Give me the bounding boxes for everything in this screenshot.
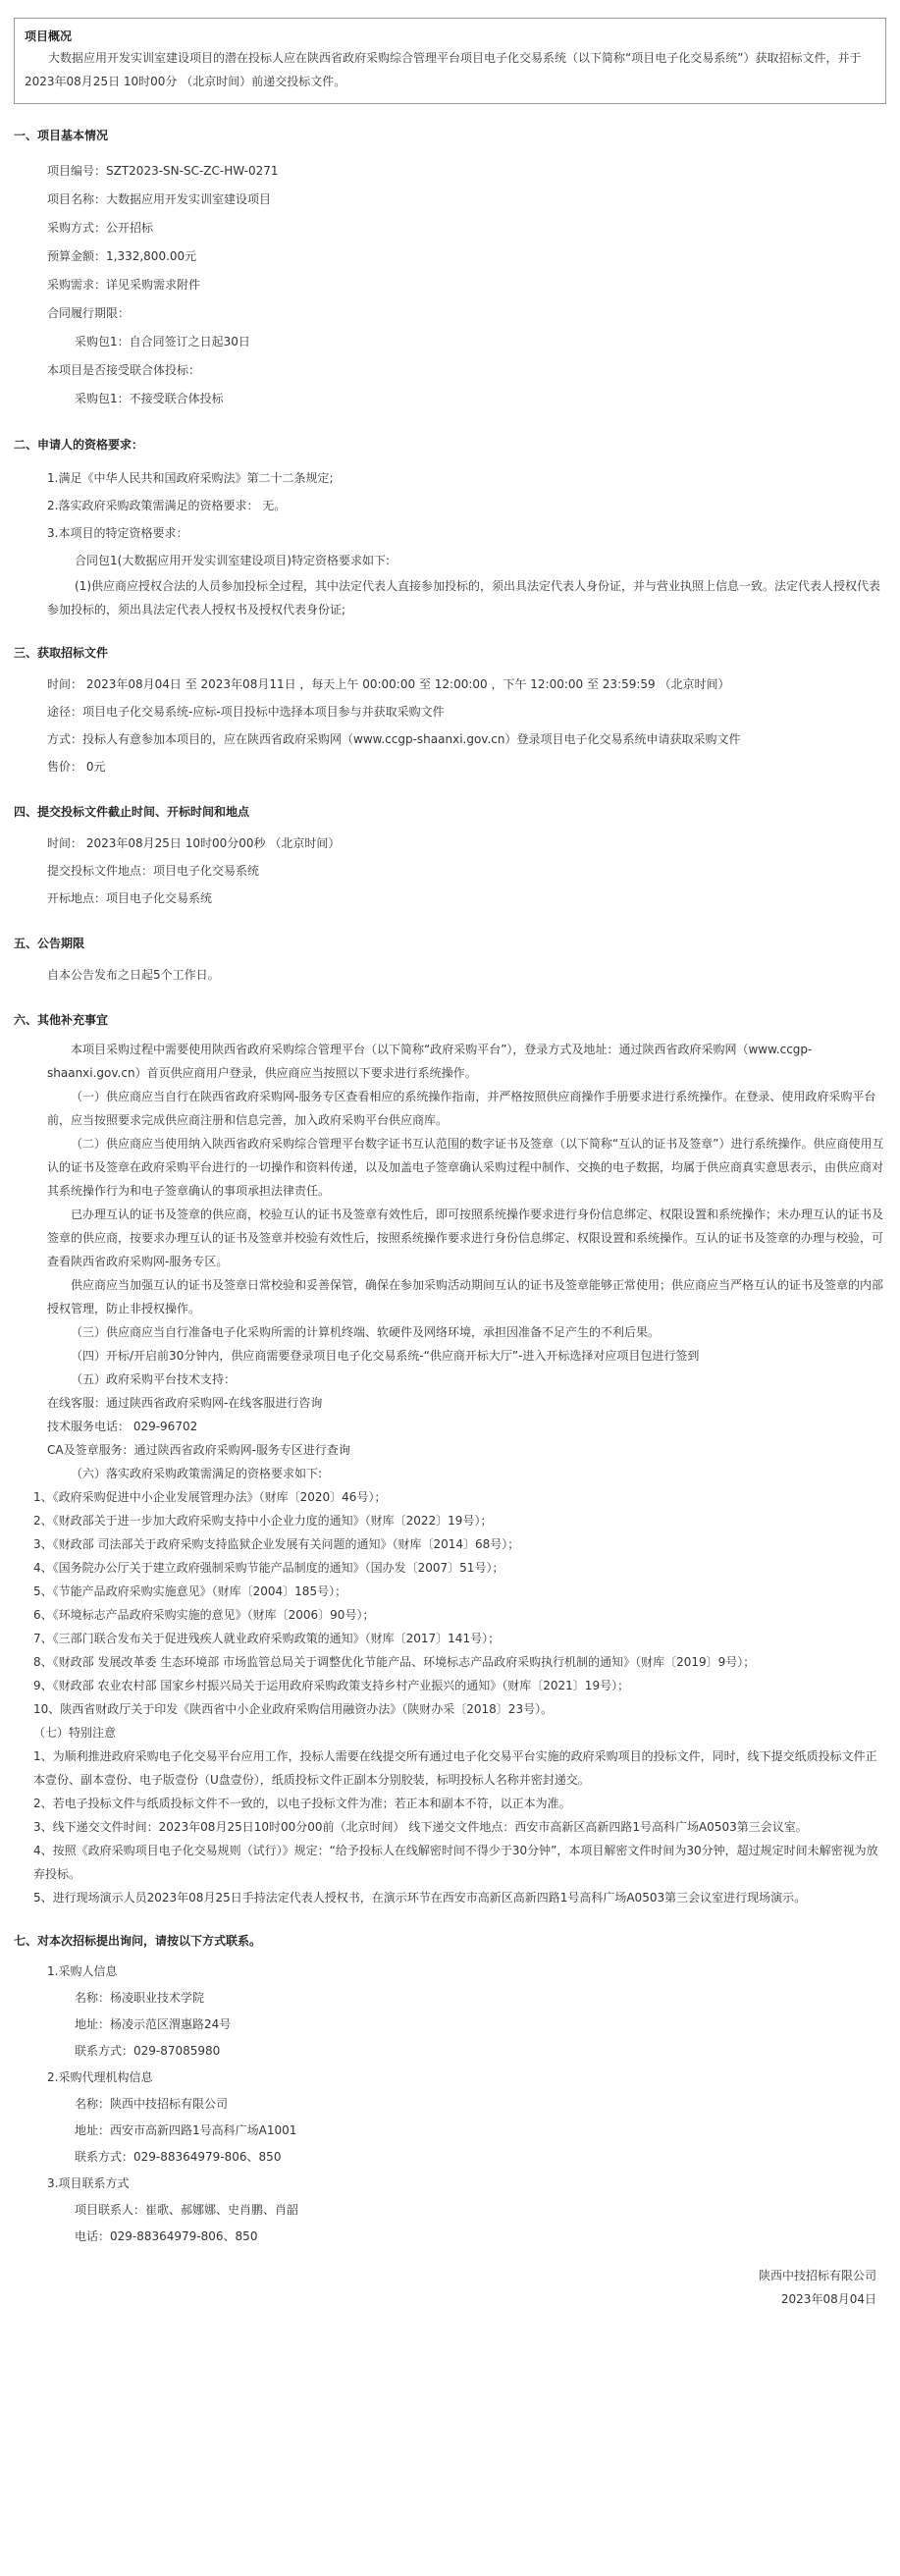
purchaser-address: 地址：杨凌示范区渭惠路24号 [75, 2017, 232, 2031]
special-note: 2、若电子投标文件与纸质投标文件不一致的，以电子投标文件为准；若正本和副本不符，以正本为准。 [33, 1797, 571, 1810]
package-requirement-detail: (1)供应商应授权合法的人员参加投标全过程，其中法定代表人直接参加投标的，须出具法定代表人身份证，并与营业执照上信息一致。法定代表人授权代表参加投标的，须出具法定代表人授权书及授权代表身份证; [47, 579, 881, 617]
announcement-page [0, 18, 900, 2576]
equipment-requirement: （三）供应商应当自行准备电子化采购所需的计算机终端、软硬件及网络环境，承担因准备不足产生的不利后果。 [71, 1325, 661, 1339]
procurement-demand: 采购需求：详见采购需求附件 [47, 278, 201, 292]
agency-label: 2.采购代理机构信息 [47, 2070, 153, 2084]
section-announcement-period [14, 934, 886, 989]
special-notes-label: （七）特别注意 [33, 1726, 117, 1740]
special-note: 4、按照《政府采购项目电子化交易规则（试行）》规定：“给予投标人在线解密时间不得少于30分钟”，本项目解密文件时间为30分钟，超过规定时间未解密视为放弃投标。 [33, 1844, 878, 1881]
section-heading: 七、对本次招标提出询问，请按以下方式联系。 [14, 1934, 262, 1948]
sign-in-requirement: （四）开标/开启前30分钟内，供应商需要登录项目电子化交易系统-“供应商开标大厅”-进入开标选择对应项目包进行签到 [71, 1349, 700, 1363]
procurement-method: 采购方式：公开招标 [47, 221, 154, 235]
agency-address: 地址：西安市高新四路1号高科广场A1001 [75, 2123, 297, 2137]
policy-item: 10、陕西省财政厅关于印发《陕西省中小企业政府采购信用融资办法》（陕财办采〔2018〕23号）。 [33, 1702, 554, 1716]
announcement-period: 自本公告发布之日起5个工作日。 [47, 968, 220, 982]
tech-phone: 技术服务电话： 029-96702 [47, 1420, 198, 1433]
section-obtain-documents [14, 643, 886, 780]
consortium-label: 本项目是否接受联合体投标： [47, 363, 201, 377]
open-place: 开标地点：项目电子化交易系统 [47, 891, 213, 905]
project-name: 项目名称：大数据应用开发实训室建设项目 [47, 192, 272, 206]
budget-amount: 预算金额：1,332,800.00元 [47, 249, 197, 263]
section-qualifications [14, 435, 886, 621]
section-heading: 六、其他补充事宜 [14, 1013, 109, 1027]
signoff-company: 陕西中技招标有限公司 [758, 2269, 876, 2282]
policy-item: 5、《节能产品政府采购实施意见》（财库〔2004〕185号）； [33, 1584, 347, 1598]
contact-phone: 电话：029-88364979-806、850 [75, 2229, 258, 2243]
section-heading: 四、提交投标文件截止时间、开标时间和地点 [14, 805, 250, 819]
qualification-item: 1.满足《中华人民共和国政府采购法》第二十二条规定; [47, 471, 334, 485]
section-other-matters [14, 1010, 886, 1909]
submit-place: 提交投标文件地点：项目电子化交易系统 [47, 864, 260, 878]
policy-item: 4、《国务院办公厅关于建立政府强制采购节能产品制度的通知》（国办发〔2007〕51号）； [33, 1561, 504, 1575]
special-note: 3、线下递交文件时间：2023年08月25日10时00分00前（北京时间） 线下递交文件地点：西安市高新区高新四路1号高科广场A0503第三会议室。 [33, 1820, 808, 1834]
document-price: 售价： 0元 [47, 760, 106, 774]
obtain-time: 时间： 2023年08月04日 至 2023年08月11日 ，每天上午 00:00:00 至 12:00:00 ，下午 12:00:00 至 23:59:59 （北京时间） [47, 677, 730, 691]
section-heading: 三、获取招标文件 [14, 646, 109, 660]
section-heading: 一、项目基本情况 [14, 129, 109, 142]
policy-item: 3、《财政部 司法部关于政府采购支持监狱企业发展有关问题的通知》（财库〔2014〕68号）； [33, 1537, 520, 1551]
certificate-requirement: （二）供应商应当使用纳入陕西省政府采购综合管理平台数字证书互认范围的数字证书及签章（以下简称“互认的证书及签章”）进行系统操作。供应商使用互认的证书及签章在政府采购平台进行的一切操作和资料传递，以及加盖电子签章确认采购过程中制作、交换的电子数据，均属于供应商真实意思表示，由供应商对其系统操作行为和电子签章确认的事项承担法律责任。 [47, 1137, 884, 1198]
policy-item: 7、《三部门联合发布关于促进残疾人就业政府采购政策的通知》（财库〔2017〕141号）； [33, 1632, 501, 1645]
policy-item: 9、《财政部 农业农村部 国家乡村振兴局关于运用政府采购政策支持乡村产业振兴的通知》（财库〔2021〕19号）； [33, 1679, 630, 1692]
overview-title: 项目概况 [25, 29, 73, 43]
special-note: 5、进行现场演示人员2023年08月25日手持法定代表人授权书，在演示环节在西安市高新区高新四路1号高科广场A0503第三会议室进行现场演示。 [33, 1891, 807, 1905]
signoff-date: 2023年08月04日 [780, 2292, 876, 2306]
deadline-time: 时间： 2023年08月25日 10时00分00秒 （北京时间） [47, 836, 341, 850]
contract-period: 采购包1：自合同签订之日起30日 [75, 335, 250, 349]
purchaser-name: 名称：杨凌职业技术学院 [75, 1991, 205, 2005]
obtain-method: 方式：投标人有意参加本项目的，应在陕西省政府采购网（www.ccgp-shaanxi.gov.cn）登录项目电子化交易系统申请获取采购文件 [47, 732, 741, 746]
project-number: 项目编号：SZT2023-SN-SC-ZC-HW-0271 [47, 164, 279, 178]
qualification-item: 2.落实政府采购政策需满足的资格要求： 无。 [47, 499, 287, 512]
project-overview-box [14, 18, 886, 104]
purchaser-label: 1.采购人信息 [47, 1964, 118, 1978]
policy-item: 2、《财政部关于进一步加大政府采购支持中小企业力度的通知》（财库〔2022〕19号）； [33, 1514, 493, 1528]
consortium-value: 采购包1：不接受联合体投标 [75, 392, 224, 405]
policy-requirement-label: （六）落实政府采购政策需满足的资格要求如下: [71, 1467, 323, 1480]
package-requirement-title: 合同包1(大数据应用开发实训室建设项目)特定资格要求如下: [75, 554, 391, 567]
purchaser-phone: 联系方式：029-87085980 [75, 2044, 221, 2058]
platform-intro: 本项目采购过程中需要使用陕西省政府采购综合管理平台（以下简称“政府采购平台”），登录方式及地址：通过陕西省政府采购网（www.ccgp-shaanxi.gov.cn）首页供应商用户登录，供应商应当按照以下要求进行系统操作。 [47, 1043, 813, 1080]
certificate-handling: 已办理互认的证书及签章的供应商，校验互认的证书及签章有效性后，即可按照系统操作要求进行身份信息绑定、权限设置和系统操作；未办理互认的证书及签章的供应商，按要求办理互认的证书及签章并校验有效性后，按照系统操作要求进行身份信息绑定、权限设置和系统操作。互认的证书及签章的办理与校验，可查看陕西省政府采购网-服务专区。 [47, 1208, 884, 1268]
section-deadline [14, 802, 886, 912]
tech-support-label: （五）政府采购平台技术支持： [71, 1372, 237, 1386]
agency-name: 名称：陕西中技招标有限公司 [75, 2097, 229, 2111]
online-service: 在线客服：通过陕西省政府采购网-在线客服进行咨询 [47, 1396, 323, 1410]
section-heading: 二、申请人的资格要求： [14, 438, 144, 452]
policy-item: 1、《政府采购促进中小企业发展管理办法》（财库〔2020〕46号）； [33, 1490, 387, 1504]
special-note: 1、为顺利推进政府采购电子化交易平台应用工作，投标人需要在线提交所有通过电子化交易平台实施的政府采购项目的投标文件，同时，线下提交纸质投标文件正本壹份、副本壹份、电子版壹份（U盘壹份），纸质投标文件正副本分别胶装，标明投标人名称并密封递交。 [33, 1749, 877, 1787]
policy-item: 8、《财政部 发展改革委 生态环境部 市场监管总局关于调整优化节能产品、环境标志产品政府采购执行机制的通知》（财库〔2019〕9号）； [33, 1655, 756, 1669]
section-contacts [14, 1931, 886, 2250]
contract-period-label: 合同履行期限： [47, 306, 131, 320]
section-basic-info [14, 126, 886, 413]
policy-item: 6、《环境标志产品政府采购实施的意见》（财库〔2006〕90号）； [33, 1608, 375, 1622]
obtain-route: 途径：项目电子化交易系统-应标-项目投标中选择本项目参与并获取采购文件 [47, 705, 445, 719]
agency-phone: 联系方式：029-88364979-806、850 [75, 2150, 282, 2164]
contact-label: 3.项目联系方式 [47, 2176, 130, 2190]
contact-people: 项目联系人：崔歌、郝娜娜、史肖鹏、肖韶 [75, 2203, 299, 2217]
overview-text: 大数据应用开发实训室建设项目的潜在投标人应在陕西省政府采购综合管理平台项目电子化交易系统（以下简称“项目电子化交易系统”）获取招标文件，并于 2023年08月25日 10时00分 （北京时间）前递交投标文件。 [25, 51, 862, 88]
section-heading: 五、公告期限 [14, 937, 85, 950]
certificate-management: 供应商应当加强互认的证书及签章日常校验和妥善保管，确保在参加采购活动期间互认的证书及签章能够正常使用；供应商应当严格互认的证书及签章的内部授权管理，防止非授权操作。 [47, 1278, 884, 1315]
ca-service: CA及签章服务：通过陕西省政府采购网-服务专区进行查询 [47, 1443, 350, 1457]
qualification-item: 3.本项目的特定资格要求： [47, 526, 188, 540]
supplier-guide: （一）供应商应当自行在陕西省政府采购网-服务专区查看相应的系统操作指南，并严格按照供应商操作手册要求进行系统操作。在登录、使用政府采购平台前，应当按照要求完成供应商注册和信息完善，加入政府采购平台供应商库。 [47, 1090, 876, 1127]
